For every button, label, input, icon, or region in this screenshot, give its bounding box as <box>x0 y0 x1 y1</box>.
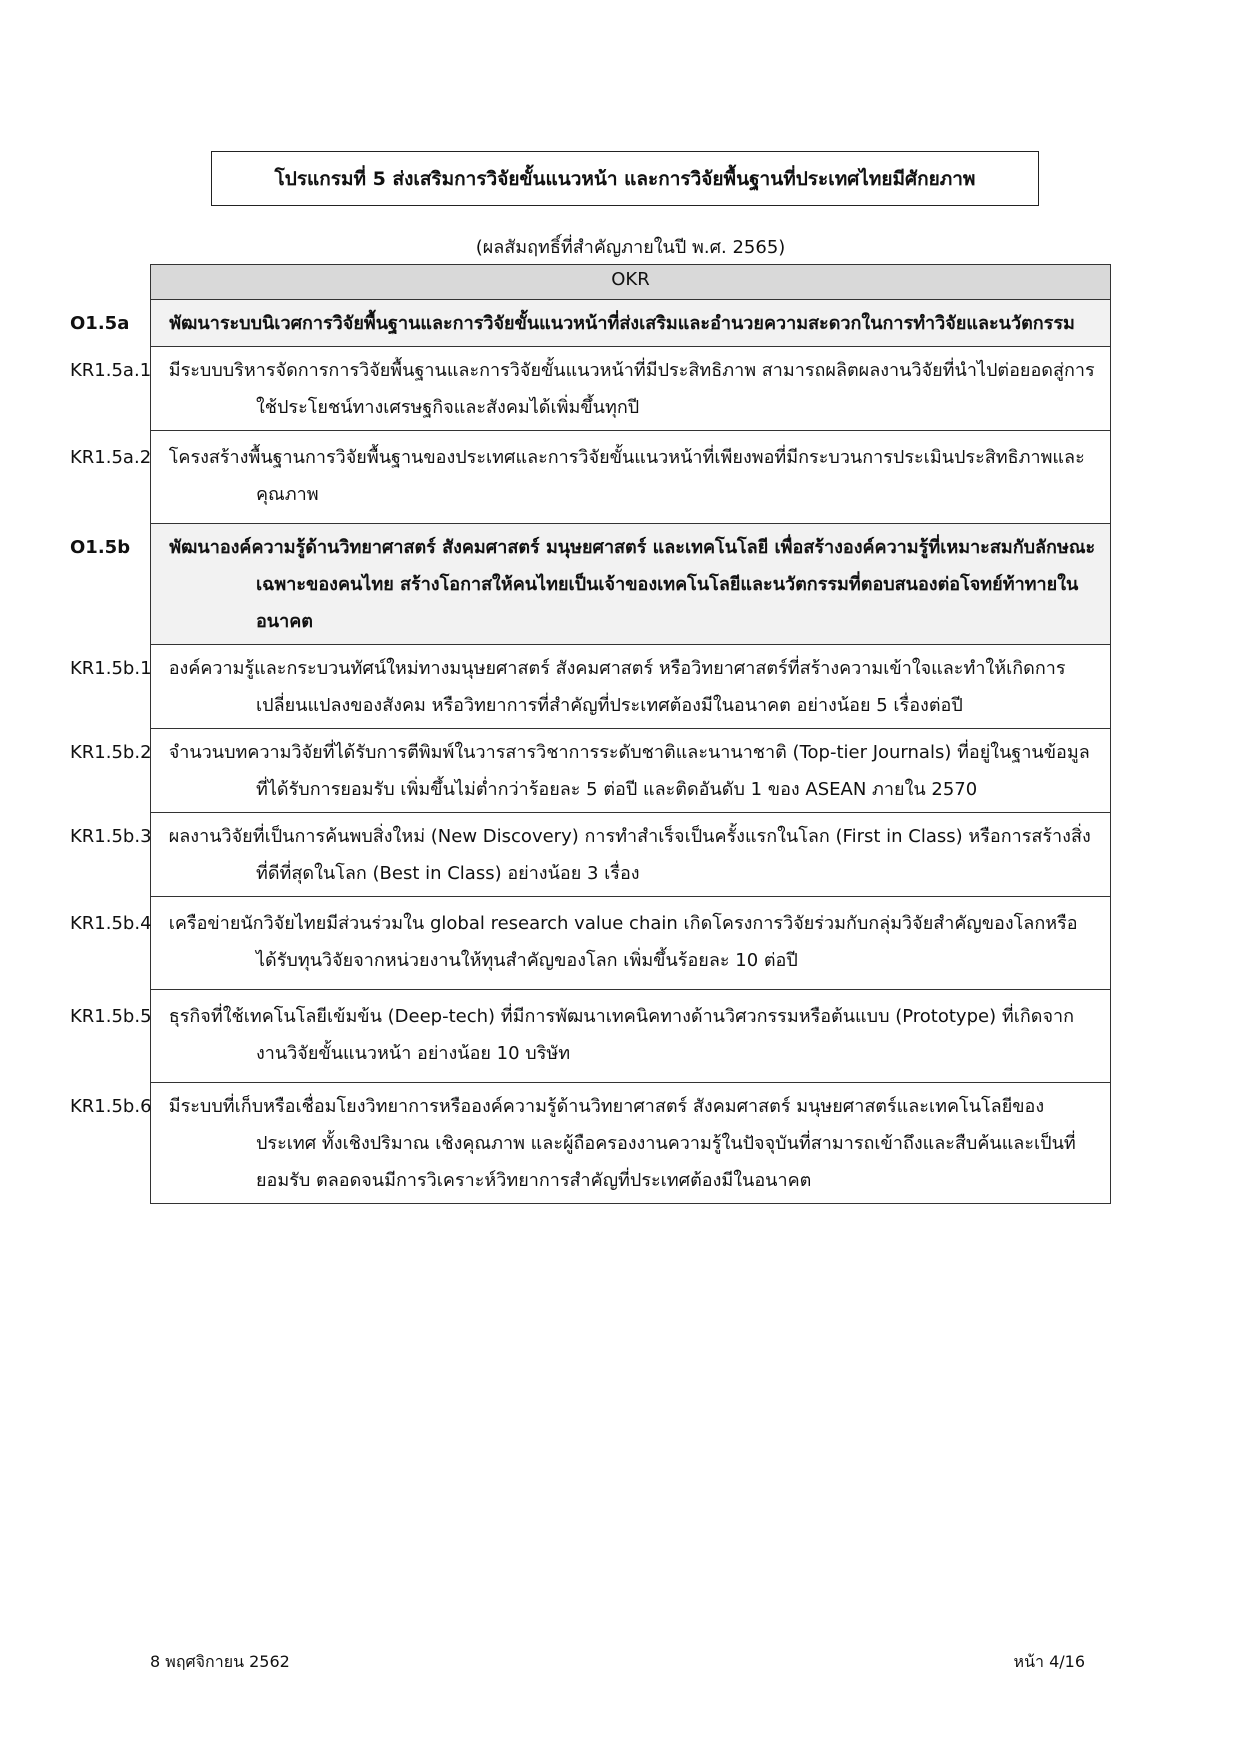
okr-table <box>70 264 1111 1204</box>
footer-page-number: หน้า 4/16 <box>1013 1652 1085 1671</box>
row-text: จำนวนบทความวิจัยที่ได้รับการตีพิมพ์ในวารสารวิชาการระดับชาติและนานาชาติ (Top-tier Journals) ที่อยู่ในฐานข้อมูลที่ได้รับการยอมรับ เพิ่มขึ้นไม่ต่ำกว่าร้อยละ 5 ต่อปี และติดอันดับ 1 ของ ASEAN ภายใน 2570 <box>168 742 1090 800</box>
row-text: มีระบบบริหารจัดการการวิจัยพื้นฐานและการวิจัยขั้นแนวหน้าที่มีประสิทธิภาพ สามารถผลิตผลงานวิจัยที่นำไปต่อยอดสู่การใช้ประโยชน์ทางเศรษฐกิจและสังคมได้เพิ่มขึ้นทุกปี <box>168 360 1095 418</box>
row-text: พัฒนาองค์ความรู้ด้านวิทยาศาสตร์ สังคมศาสตร์ มนุษยศาสตร์ และเทคโนโลยี เพื่อสร้างองค์ความรู้ที่เหมาะสมกับลักษณะเฉพาะของคนไทย สร้างโอกาสให้คนไทยเป็นเจ้าของเทคโนโลยีและนวัตกรรมที่ตอบสนองต่อโจทย์ท้าทายในอนาคต <box>169 537 1096 632</box>
table-header: OKR <box>151 265 1111 300</box>
kr-row: KR1.5b.4 เครือข่ายนักวิจัยไทยมีส่วนร่วมใน global research value chain เกิดโครงการวิจัยร่วมกับกลุ่มวิจัยสำคัญของโลกหรือได้รับทุนวิจัยจากหน่วยงานให้ทุนสำคัญของโลก เพิ่มขึ้นร้อยละ 10 ต่อปี <box>151 897 1111 990</box>
kr-row: KR1.5b.2 จำนวนบทความวิจัยที่ได้รับการตีพิมพ์ในวารสารวิชาการระดับชาติและนานาชาติ (Top-tier Journals) ที่อยู่ในฐานข้อมูลที่ได้รับการยอมรับ เพิ่มขึ้นไม่ต่ำกว่าร้อยละ 5 ต่อปี และติดอันดับ 1 ของ ASEAN ภายใน 2570 <box>151 729 1111 813</box>
row-text: มีระบบที่เก็บหรือเชื่อมโยงวิทยาการหรือองค์ความรู้ด้านวิทยาศาสตร์ สังคมศาสตร์ มนุษยศาสตร์และเทคโนโลยีของประเทศ ทั้งเชิงปริมาณ เชิงคุณภาพ และผู้ถือครองงานความรู้ในปัจจุบันที่สามารถเข้าถึงและสืบค้นและเป็นที่ยอมรับ ตลอดจนมีการวิเคราะห์วิทยาการสำคัญที่ประเทศต้องมีในอนาคต <box>168 1096 1076 1191</box>
objective-row: O1.5b พัฒนาองค์ความรู้ด้านวิทยาศาสตร์ สังคมศาสตร์ มนุษยศาสตร์ และเทคโนโลยี เพื่อสร้างองค์ความรู้ที่เหมาะสมกับลักษณะเฉพาะของคนไทย สร้างโอกาสให้คนไทยเป็นเจ้าของเทคโนโลยีและนวัตกรรมที่ตอบสนองต่อโจทย์ท้าทายในอนาคต <box>151 524 1111 645</box>
kr-row: KR1.5a.2 โครงสร้างพื้นฐานการวิจัยพื้นฐานของประเทศและการวิจัยขั้นแนวหน้าที่เพียงพอที่มีกระบวนการประเมินประสิทธิภาพและคุณภาพ <box>151 431 1111 524</box>
kr-row: KR1.5b.6 มีระบบที่เก็บหรือเชื่อมโยงวิทยาการหรือองค์ความรู้ด้านวิทยาศาสตร์ สังคมศาสตร์ มนุษยศาสตร์และเทคโนโลยีของประเทศ ทั้งเชิงปริมาณ เชิงคุณภาพ และผู้ถือครองงานความรู้ในปัจจุบันที่สามารถเข้าถึงและสืบค้นและเป็นที่ยอมรับ ตลอดจนมีการวิเคราะห์วิทยาการสำคัญที่ประเทศต้องมีในอนาคต <box>151 1083 1111 1204</box>
row-text: โครงสร้างพื้นฐานการวิจัยพื้นฐานของประเทศและการวิจัยขั้นแนวหน้าที่เพียงพอที่มีกระบวนการประเมินประสิทธิภาพและคุณภาพ <box>168 447 1085 505</box>
program-title-text: โปรแกรมที่ 5 ส่งเสริมการวิจัยขั้นแนวหน้า และการวิจัยพื้นฐานที่ประเทศไทยมีศักยภาพ <box>274 167 976 190</box>
row-text: ผลงานวิจัยที่เป็นการค้นพบสิ่งใหม่ (New Discovery) การทำสำเร็จเป็นครั้งแรกในโลก (First in Class) หรือการสร้างสิ่งที่ดีที่สุดในโลก (Best in Class) อย่างน้อย 3 เรื่อง <box>168 826 1091 884</box>
row-text: พัฒนาระบบนิเวศการวิจัยพื้นฐานและการวิจัยขั้นแนวหน้าที่ส่งเสริมและอำนวยความสะดวกในการทำวิจัยและนวัตกรรม <box>169 313 1075 334</box>
subtitle: (ผลสัมฤทธิ์ที่สำคัญภายในปี พ.ศ. 2565) <box>475 237 786 258</box>
objective-row: O1.5a พัฒนาระบบนิเวศการวิจัยพื้นฐานและการวิจัยขั้นแนวหน้าที่ส่งเสริมและอำนวยความสะดวกในการทำวิจัยและนวัตกรรม <box>151 300 1111 347</box>
row-text: ธุรกิจที่ใช้เทคโนโลยีเข้มข้น (Deep-tech) ที่มีการพัฒนาเทคนิคทางด้านวิศวกรรมหรือต้นแบบ (Prototype) ที่เกิดจากงานวิจัยขั้นแนวหน้า อย่างน้อย 10 บริษัท <box>168 1006 1074 1064</box>
kr-row: KR1.5b.3 ผลงานวิจัยที่เป็นการค้นพบสิ่งใหม่ (New Discovery) การทำสำเร็จเป็นครั้งแรกในโลก (First in Class) หรือการสร้างสิ่งที่ดีที่สุดในโลก (Best in Class) อย่างน้อย 3 เรื่อง <box>151 813 1111 897</box>
row-text: เครือข่ายนักวิจัยไทยมีส่วนร่วมใน global research value chain เกิดโครงการวิจัยร่วมกับกลุ่มวิจัยสำคัญของโลกหรือได้รับทุนวิจัยจากหน่วยงานให้ทุนสำคัญของโลก เพิ่มขึ้นร้อยละ 10 ต่อปี <box>168 913 1078 971</box>
kr-row: KR1.5a.1 มีระบบบริหารจัดการการวิจัยพื้นฐานและการวิจัยขั้นแนวหน้าที่มีประสิทธิภาพ สามารถผลิตผลงานวิจัยที่นำไปต่อยอดสู่การใช้ประโยชน์ทางเศรษฐกิจและสังคมได้เพิ่มขึ้นทุกปี <box>151 347 1111 431</box>
footer-date: 8 พฤศจิกายน 2562 <box>150 1652 290 1671</box>
kr-row: KR1.5b.1 องค์ความรู้และกระบวนทัศน์ใหม่ทางมนุษยศาสตร์ สังคมศาสตร์ หรือวิทยาศาสตร์ที่สร้างความเข้าใจและทำให้เกิดการเปลี่ยนแปลงของสังคม หรือวิทยาการที่สำคัญที่ประเทศต้องมีในอนาคต อย่างน้อย 5 เรื่องต่อปี <box>151 645 1111 729</box>
program-title <box>211 151 1039 206</box>
kr-row: KR1.5b.5 ธุรกิจที่ใช้เทคโนโลยีเข้มข้น (Deep-tech) ที่มีการพัฒนาเทคนิคทางด้านวิศวกรรมหรือต้นแบบ (Prototype) ที่เกิดจากงานวิจัยขั้นแนวหน้า อย่างน้อย 10 บริษัท <box>151 990 1111 1083</box>
row-text: องค์ความรู้และกระบวนทัศน์ใหม่ทางมนุษยศาสตร์ สังคมศาสตร์ หรือวิทยาศาสตร์ที่สร้างความเข้าใจและทำให้เกิดการเปลี่ยนแปลงของสังคม หรือวิทยาการที่สำคัญที่ประเทศต้องมีในอนาคต อย่างน้อย 5 เรื่องต่อปี <box>168 658 1066 716</box>
